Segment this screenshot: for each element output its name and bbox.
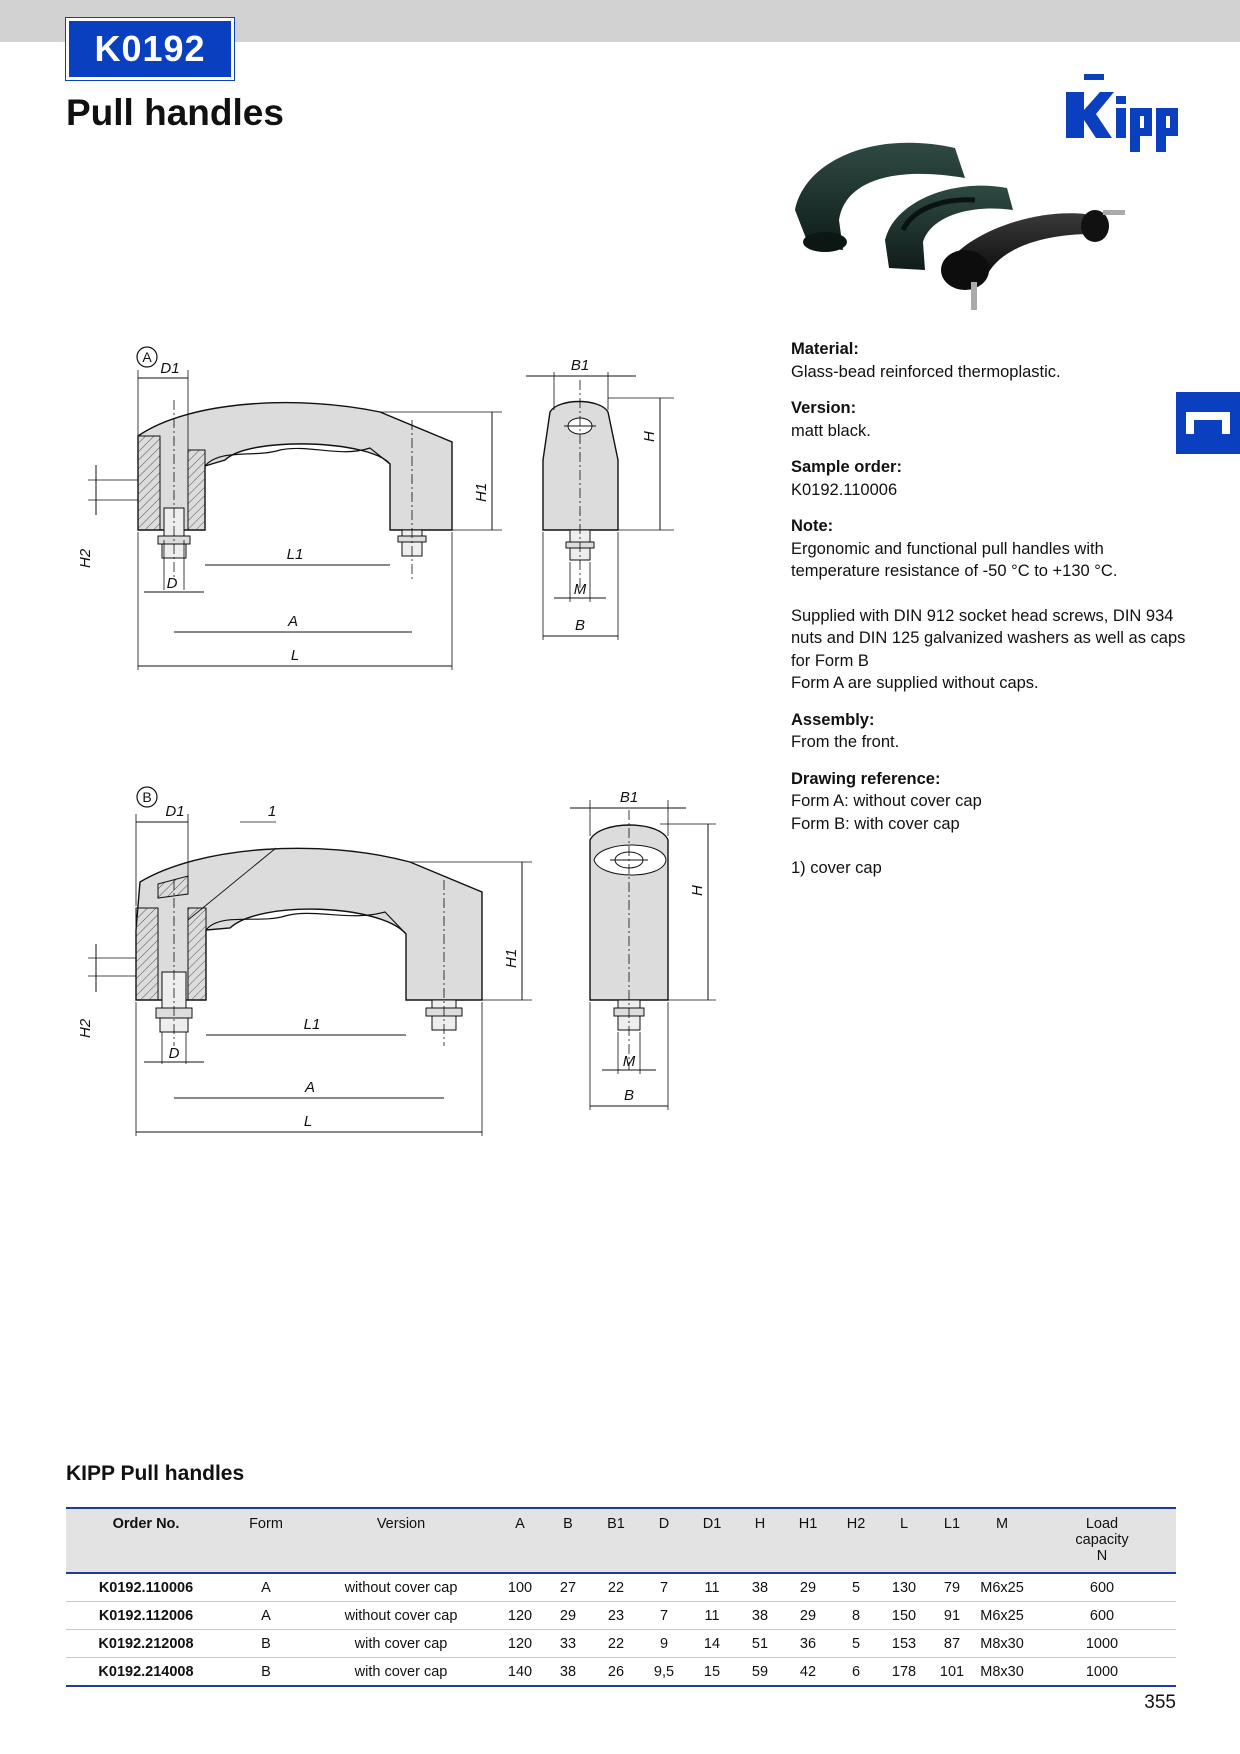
cell-order-no: K0192.110006: [66, 1573, 226, 1602]
product-info: [791, 338, 1191, 880]
cell-version: without cover cap: [306, 1573, 496, 1602]
table-row: [66, 1602, 1176, 1630]
cell-a: 120: [496, 1630, 544, 1658]
cell-h: 59: [736, 1658, 784, 1687]
cell-d: 9,5: [640, 1658, 688, 1687]
cell-load: 600: [1028, 1602, 1176, 1630]
cell-l1: 79: [928, 1573, 976, 1602]
form-b-label-d1: D1: [165, 803, 185, 820]
cell-h1: 29: [784, 1602, 832, 1630]
product-photo: [785, 130, 1165, 320]
form-a-label-b1: B1: [570, 357, 590, 374]
drawing-reference-label: Drawing reference:: [791, 769, 941, 788]
cell-a: 120: [496, 1602, 544, 1630]
cell-version: without cover cap: [306, 1602, 496, 1630]
form-a-marker: A: [142, 349, 152, 365]
th-l: L: [880, 1508, 928, 1573]
th-load-line-1: Load: [1085, 1516, 1119, 1532]
cell-b: 33: [544, 1630, 592, 1658]
th-d1: D1: [688, 1508, 736, 1573]
th-h: H: [736, 1508, 784, 1573]
form-a-label-d1: D1: [160, 360, 180, 377]
note-block: [791, 515, 1191, 583]
form-b-label-h: H: [689, 885, 706, 896]
cell-h1: 42: [784, 1658, 832, 1687]
cell-form: A: [226, 1602, 306, 1630]
cell-form: B: [226, 1630, 306, 1658]
th-form: Form: [226, 1508, 306, 1573]
cell-l1: 101: [928, 1658, 976, 1687]
form-a-label-m: M: [573, 581, 587, 598]
form-a-label-h1: H1: [473, 482, 490, 502]
drawing-form-a: [77, 340, 680, 680]
table-row: [66, 1630, 1176, 1658]
supply-line-3: for Form B: [791, 651, 869, 670]
page-title: Pull handles: [66, 92, 284, 133]
cell-h1: 29: [784, 1573, 832, 1602]
drawing-reference-block: [791, 768, 1191, 836]
cell-h: 51: [736, 1630, 784, 1658]
cell-l: 153: [880, 1630, 928, 1658]
th-b1: B1: [592, 1508, 640, 1573]
form-a-label-h2: H2: [77, 548, 94, 568]
version-label: Version:: [791, 399, 857, 417]
cell-order-no: K0192.112006: [66, 1602, 226, 1630]
form-a-label-d: D: [166, 575, 178, 592]
cell-d1: 15: [688, 1658, 736, 1687]
cell-a: 140: [496, 1658, 544, 1687]
th-h1: H1: [784, 1508, 832, 1573]
cell-load: 1000: [1028, 1658, 1176, 1687]
cell-a: 100: [496, 1573, 544, 1602]
form-b-label-a: A: [304, 1079, 316, 1096]
supply-line-2: nuts and DIN 125 galvanized washers as well as caps: [791, 629, 1186, 647]
cell-d1: 11: [688, 1573, 736, 1602]
version-block: [791, 397, 1191, 442]
cell-load: 600: [1028, 1573, 1176, 1602]
supply-block: [791, 605, 1191, 695]
cell-m: M6x25: [976, 1573, 1028, 1602]
assembly-text: From the front.: [791, 733, 900, 751]
cell-version: with cover cap: [306, 1630, 496, 1658]
material-text: Glass-bead reinforced thermoplastic.: [791, 362, 1061, 381]
version-text: matt black.: [791, 421, 871, 440]
th-load-line-2: capacity: [1075, 1532, 1129, 1548]
th-a: A: [496, 1508, 544, 1573]
cell-l: 150: [880, 1602, 928, 1630]
cell-d: 7: [640, 1602, 688, 1630]
drawing-form-b: [77, 780, 720, 1140]
cell-load: 1000: [1028, 1630, 1176, 1658]
cell-m: M6x25: [976, 1602, 1028, 1630]
note-line-1: Ergonomic and functional pull handles with: [791, 539, 1104, 558]
page-number: 355: [1144, 1692, 1176, 1713]
th-order-no: Order No.: [66, 1508, 226, 1573]
sample-order-block: [791, 456, 1191, 501]
th-b: B: [544, 1508, 592, 1573]
cell-b1: 23: [592, 1602, 640, 1630]
cell-version: with cover cap: [306, 1658, 496, 1687]
form-a-label-b: B: [574, 617, 586, 634]
product-code-badge: K0192: [66, 18, 234, 80]
supply-line-1: Supplied with DIN 912 socket head screws, DIN 934: [791, 606, 1174, 625]
form-b-label-ref1: 1: [267, 803, 277, 820]
th-l1: L1: [928, 1508, 976, 1573]
form-a-label-l: L: [290, 647, 300, 664]
material-label: Material:: [791, 340, 859, 358]
cell-l1: 87: [928, 1630, 976, 1658]
spec-table: [66, 1507, 1176, 1687]
th-h2: H2: [832, 1508, 880, 1573]
note-label: Note:: [791, 517, 834, 535]
material-block: [791, 338, 1191, 383]
th-version: Version: [306, 1508, 496, 1573]
cell-h2: 8: [832, 1602, 880, 1630]
cell-l: 130: [880, 1573, 928, 1602]
form-b-label-h1: H1: [503, 948, 520, 968]
table-row: [66, 1573, 1176, 1602]
supply-line-4: Form A are supplied without caps.: [791, 674, 1039, 692]
th-load-capacity: [1028, 1508, 1176, 1573]
th-d: D: [640, 1508, 688, 1573]
cell-h2: 5: [832, 1630, 880, 1658]
th-m: M: [976, 1508, 1028, 1573]
form-b-label-b1: B1: [619, 789, 639, 806]
drawing-reference-a: Form A: without cover cap: [791, 792, 982, 810]
form-b-label-b: B: [623, 1087, 635, 1104]
cell-h: 38: [736, 1602, 784, 1630]
drawing-reference-b: Form B: with cover cap: [791, 814, 960, 833]
form-b-label-d: D: [168, 1045, 180, 1062]
cell-m: M8x30: [976, 1658, 1028, 1687]
cell-h2: 5: [832, 1573, 880, 1602]
cell-m: M8x30: [976, 1630, 1028, 1658]
form-b-label-l1: L1: [303, 1016, 321, 1033]
form-a-label-a: A: [287, 613, 299, 630]
form-a-label-l1: L1: [286, 546, 304, 563]
form-b-marker: B: [142, 789, 152, 805]
table-title: KIPP Pull handles: [66, 1462, 245, 1485]
cell-h: 38: [736, 1573, 784, 1602]
cell-form: A: [226, 1573, 306, 1602]
cell-b: 27: [544, 1573, 592, 1602]
note-line-2: temperature resistance of -50 °C to +130 °C.: [791, 562, 1118, 580]
cell-l: 178: [880, 1658, 928, 1687]
cell-d1: 14: [688, 1630, 736, 1658]
cell-h1: 36: [784, 1630, 832, 1658]
footnote: 1) cover cap: [791, 859, 882, 877]
cell-d: 9: [640, 1630, 688, 1658]
table-row: [66, 1658, 1176, 1687]
cell-order-no: K0192.212008: [66, 1630, 226, 1658]
form-a-label-h: H: [641, 431, 658, 442]
th-load-line-3: N: [1096, 1548, 1108, 1564]
assembly-label: Assembly:: [791, 710, 875, 729]
cell-order-no: K0192.214008: [66, 1658, 226, 1687]
cell-b: 29: [544, 1602, 592, 1630]
cell-h2: 6: [832, 1658, 880, 1687]
cell-l1: 91: [928, 1602, 976, 1630]
cell-d1: 11: [688, 1602, 736, 1630]
assembly-block: [791, 709, 1191, 754]
form-b-label-h2: H2: [77, 1018, 94, 1038]
sample-order-text: K0192.110006: [791, 480, 898, 499]
cell-form: B: [226, 1658, 306, 1687]
sample-order-label: Sample order:: [791, 458, 902, 476]
cell-b1: 22: [592, 1573, 640, 1602]
cell-d: 7: [640, 1573, 688, 1602]
form-b-label-l: L: [303, 1113, 313, 1130]
cell-b1: 22: [592, 1630, 640, 1658]
cell-b1: 26: [592, 1658, 640, 1687]
table-header-row: [66, 1508, 1176, 1573]
cell-b: 38: [544, 1658, 592, 1687]
form-b-label-m: M: [622, 1053, 636, 1070]
